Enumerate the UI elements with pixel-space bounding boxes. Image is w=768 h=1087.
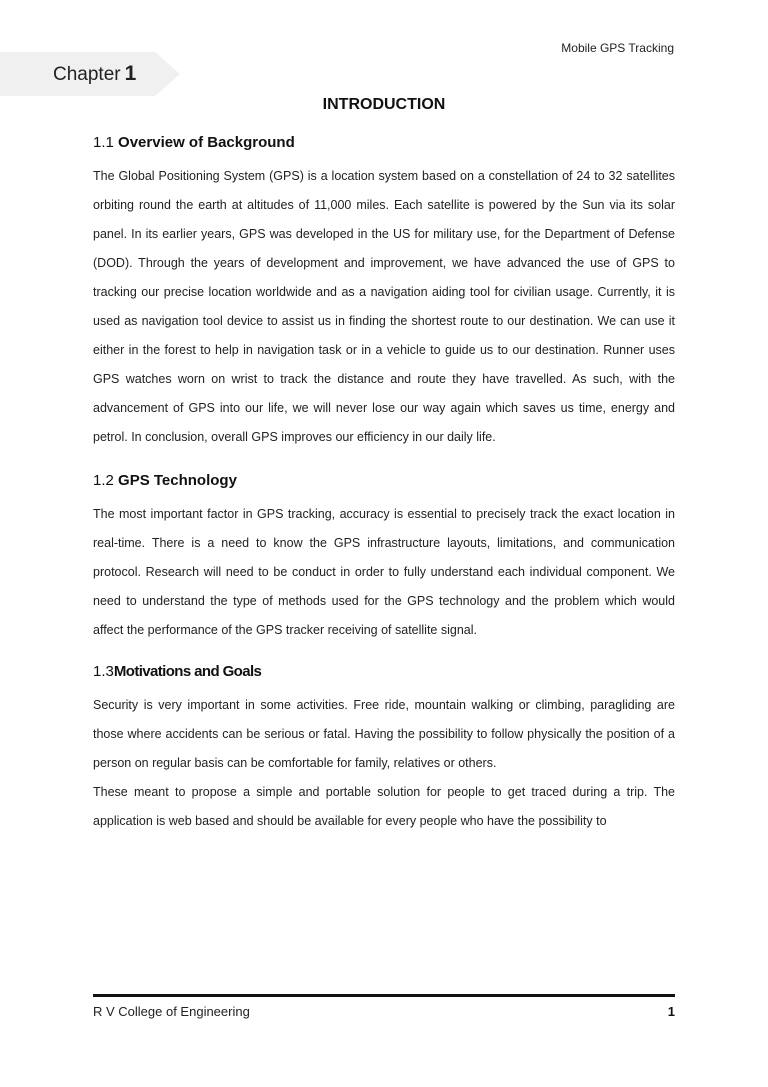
paragraph: Security is very important in some activities. Free ride, mountain walking or climbing, paragliding are those where accidents can be serious or fatal. Having the possibility to follow physically the position of a person on regular basis can be comfortable for family, relatives or others. (93, 698, 675, 770)
section-heading (93, 130, 675, 156)
footer-institution: R V College of Engineering (93, 1004, 250, 1019)
section-title: Motivations and Goals (113, 663, 262, 680)
section-number: 1.2 (93, 472, 114, 489)
section-motivations (93, 659, 675, 836)
section-title: Overview of Background (118, 134, 295, 151)
section-overview (93, 130, 675, 452)
footer-rule (93, 994, 675, 997)
chapter-label: Chapter (53, 64, 121, 85)
chapter-heading (53, 62, 136, 86)
running-header: Mobile GPS Tracking (561, 41, 674, 55)
page-number: 1 (667, 1004, 675, 1019)
chapter-tab (0, 52, 180, 96)
section-heading (93, 659, 675, 685)
paragraph: These meant to propose a simple and portable solution for people to get traced during a trip. The application is web based and should be available for every people who have the possibility to (93, 785, 675, 828)
paragraph: The most important factor in GPS tracking, accuracy is essential to precisely track the exact location in real-time. There is a need to know the GPS infrastructure layouts, limitations, and communication protocol. Research will need to be conduct in order to fully understand each individual component. We need to understand the type of methods used for the GPS technology and the problem which would affect the performance of the GPS tracker receiving of satellite signal. (93, 507, 675, 637)
document-body (93, 130, 675, 836)
paragraph: The Global Positioning System (GPS) is a location system based on a constellation of 24 to 32 satellites orbiting round the earth at altitudes of 11,000 miles. Each satellite is powered by the Sun via its solar panel. In its earlier years, GPS was developed in the US for military use, for the Department of Defense (DOD). Through the years of development and improvement, we have advanced the use of GPS to tracking our precise location worldwide and as a navigation aiding tool for civilian usage. Currently, it is used as navigation tool device to assist us in finding the shortest route to our destination. We can use it either in the forest to help in navigation task or in a vehicle to guide us to our destination. Runner uses GPS watches worn on wrist to track the distance and route they have travelled. As such, with the advancement of GPS into our life, we will never lose our way again which saves us time, energy and petrol. In conclusion, overall GPS improves our efficiency in our daily life. (93, 169, 675, 444)
section-heading (93, 468, 675, 494)
section-gps-technology (93, 468, 675, 645)
section-title: GPS Technology (118, 472, 237, 489)
chapter-number: 1 (124, 62, 137, 85)
section-number: 1.1 (93, 134, 114, 151)
section-number: 1.3 (93, 663, 114, 680)
page-title: INTRODUCTION (322, 96, 446, 113)
